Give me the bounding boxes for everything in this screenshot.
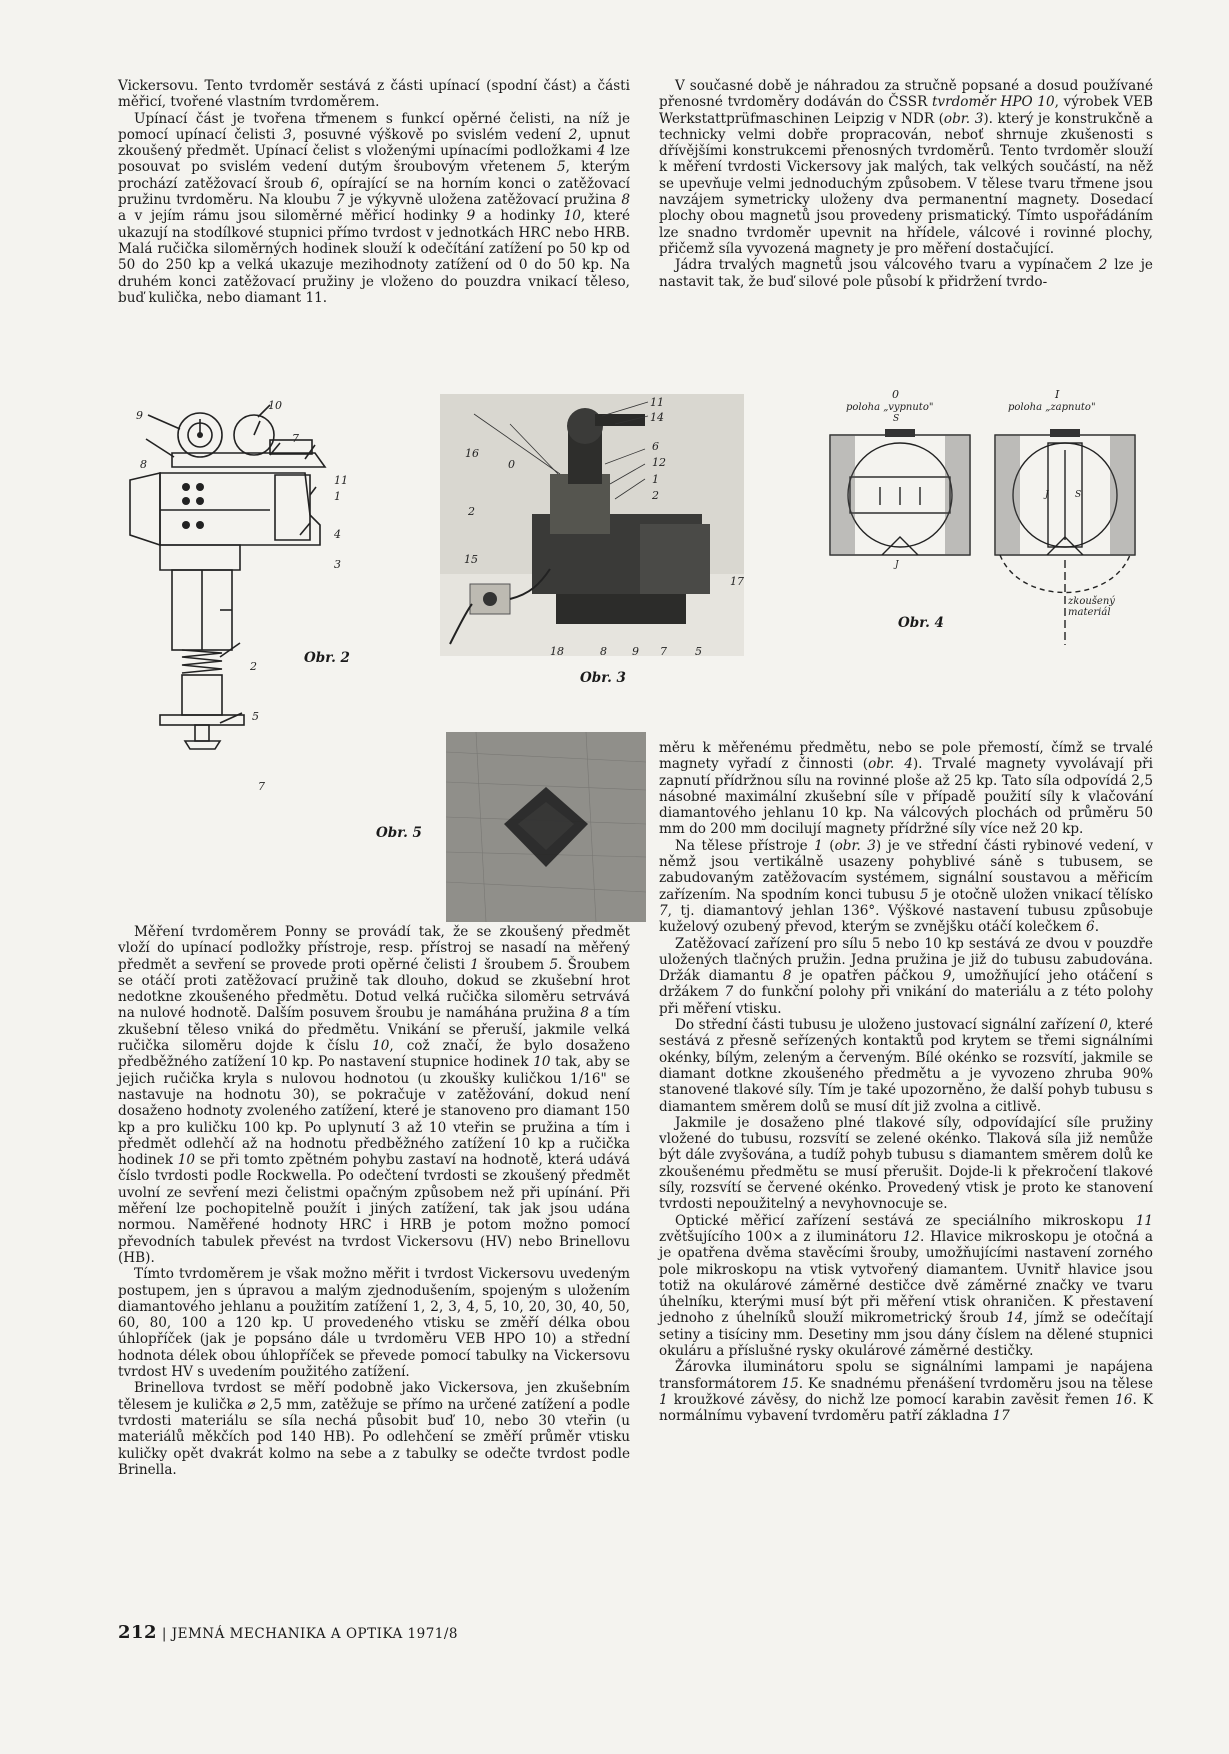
figure-label: 1	[334, 490, 341, 503]
figure-label: 7	[660, 645, 667, 658]
paragraph: Jakmile je dosaženo plné tlakové síly, odpovídající síle pružiny vložené do tubusu, rozsvítí se zelené okénko. Tlaková síla již nemůže být dále zvyšována, a tudíž pohyb tubusu s diamantem směrem dolů ke zkoušenému předmětu se musí přerušit. Dojde-li k překročení tlakové síly, rozsvítí se červené okénko. Provedený vtisk je proto ke stanovení tvrdosti nepoužitelný a nevyhovnocuje se.	[659, 1114, 1153, 1213]
figure-label: 0	[892, 388, 899, 401]
figure-label: 12	[652, 456, 666, 469]
figure-label: I	[1055, 388, 1060, 401]
figure-label: 9	[136, 409, 143, 422]
figure-5-caption: Obr. 5	[376, 825, 422, 841]
figure-label: 8	[140, 458, 147, 471]
column-2-top	[659, 78, 1153, 290]
figure-label: 3	[334, 558, 341, 571]
figure-2-drawing	[120, 395, 380, 815]
figure-label: 17	[730, 575, 744, 588]
paragraph: Optické měřicí zařízení sestává ze speciálního mikroskopu 11 zvětšujícího 100× a z iluminátoru 12. Hlavice mikroskopu je otočná a je opatřena dvěma stavěcími šrouby, umožňujícími nastavení zorného pole mikroskopu na vtisk vytvořený diamantem. Uvnitř hlavice jsou totiž na okulárové záměrné destičce dvě záměrné značky ve tvaru úhelníku, kterými musí být při měření vtisk ohraničen. K přestavení jednoho z úhelníků slouží mikrometrický šroub 14, jímž se odečítají setiny a tisíciny mm. Desetiny mm jsou dány číslem na dělené stupnici okuláru a příslušné rysky okulárové záměrné destičky.	[659, 1212, 1153, 1359]
paragraph: Upínací část je tvořena třmenem s funkcí opěrné čelisti, na níž je pomocí upínací čelisti 3, posuvné výškově po svislém vedení 2, upnut zkoušený předmět. Upínací čelist s vloženými upínacími podložkami 4 lze posouvat po svislém vedení dutým šroubovým vřetenem 5, kterým prochází zatěžovací šroub 6, opírající se na horním konci o zatěžovací pružinu tvrdoměru. Na kloubu 7 je výkyvně uložena zatěžovací pružina 8 a v jejím rámu jsou siloměrné měřicí hodinky 9 a hodinky 10, které ukazují na stodílkové stupnici přímo tvrdost v jednotkách HRC nebo HRB. Malá ručička siloměrných hodinek slouží k odečítání zatížení po 50 kp od 50 do 250 kp a velká ukazuje mezihodnoty zatížení od 0 do 50 kp. Na druhém konci zatěžovací pružiny je vloženo do pouzdra vnikací těleso, buď kulička, nebo diamant 11.	[118, 110, 631, 306]
figure-label: 5	[252, 710, 259, 723]
paragraph: Jádra trvalých magnetů jsou válcového tvaru a vypínačem 2 lze je nastavit tak, že buď silové pole působí k přidržení tvrdo-	[659, 257, 1153, 290]
figure-label: 8	[600, 645, 607, 658]
column-1-bottom	[118, 924, 630, 1478]
figure-label: 1	[652, 473, 659, 486]
figure-label: 14	[650, 411, 664, 424]
figure-4-caption: Obr. 4	[898, 615, 944, 631]
figure-label: 0	[508, 458, 515, 471]
paragraph: Na tělese přístroje 1 (obr. 3) je ve střední části rybinové vedení, v němž jsou vertikálně usazeny pohyblivé sáně s tubusem, se zabudovaným zatěžovacím systémem, signální soustavou a měřicím zařízením. Na spodním konci tubusu 5 je otočně uložen vnikací tělísko 7, tj. diamantový jehlan 136°. Výškové nastavení tubusu způsobuje kuželový ozubený převod, kterým se zvnějšku otáčí kolečkem 6.	[659, 837, 1154, 936]
figure-3-caption: Obr. 3	[580, 670, 626, 686]
paragraph: Žárovka iluminátoru spolu se signálními lampami je napájena transformátorem 15. Ke snadnému přenášení tvrdoměru jsou na tělese 1 kroužkové závěsy, do nichž lze pomocí karabin zavěsit řemen 16. K normálnímu vybavení tvrdoměru patří základna 17	[659, 1359, 1153, 1425]
figure-2-caption: Obr. 2	[304, 650, 350, 666]
figure-label: 11	[650, 396, 664, 409]
figure-label: 2	[652, 489, 659, 502]
figure-label: S	[893, 414, 900, 424]
figure-label: J	[895, 560, 899, 570]
figure-label: 2	[250, 660, 257, 673]
paragraph: V současné době je náhradou za stručně popsané a dosud používané přenosné tvrdoměry dodáván do ČSSR tvrdoměr HPO 10, výrobek VEB Werkstattprüfmaschinen Leipzig v NDR (obr. 3). který je konstrukčně a technicky velmi dobře propracován, neboť shrnuje zkušenosti s dřívějšími konstrukcemi přenosných tvrdoměrů. Tento tvrdoměr slouží k měření tvrdosti Vickersovy jak malých, tak velkých součástí, na něž se upevňuje velmi jednoduchým způsobem. V tělese tvaru třmene jsou navzájem symetricky uloženy dva permanentní magnety. Dosedací plochy obou magnetů jsou provedeny prismatický. Tímto uspořádáním lze snadno tvrdoměr upevnit na hřídele, válcové i rovinné plochy, přičemž síla vyvozená magnety je pro měření dostačující.	[659, 78, 1154, 257]
paragraph: Tímto tvrdoměrem je však možno měřit i tvrdost Vickersovu uvedeným postupem, jen s úpravou a malým zjednodušením, spojeným s uložením diamantového jehlanu a použitím zatížení 1, 2, 3, 4, 5, 10, 20, 30, 40, 50, 60, 80, 100 a 120 kp. U provedeného vtisku se změří délka obou úhlopříček (jak je popsáno dále u tvrdoměru VEB HPO 10) a střední hodnota délek obou úhlopříček se převede pomocí tabulky na Vickersovu tvrdost HV s uvedením použitého zatížení.	[118, 1266, 630, 1381]
paragraph: měru k měřenému předmětu, nebo se pole přemostí, čímž se trvalé magnety vyřadí z činnosti (obr. 4). Trvalé magnety vyvolávají při zapnutí přídržnou sílu na rovinné ploše až 25 kp. Tato síla odpovídá 2,5 násobné maximální zkušební síle v případě použití síly k vlačování diamantového jehlanu 10 kp. Na válcových plochách od průměru 50 mm do 200 mm docilují magnety přídržné síly více než 20 kp.	[659, 740, 1154, 838]
paragraph: Brinellova tvrdost se měří podobně jako Vickersova, jen zkušebním tělesem je kulička ⌀ 2,5 mm, zatěžuje se přímo na určené zatížení a podle tvrdosti materiálu se síla nechá působit buď 10, nebo 30 vteřin (u materiálů měkčích pod 140 HB). Po odlehčení se změří průměr vtisku kuličky opět dvakrát kolmo na sebe a z tabulky se odečte tvrdost podle Brinella.	[118, 1380, 630, 1478]
journal-title: JEMNÁ MECHANIKA A OPTIKA 1971/8	[171, 1626, 459, 1642]
paragraph: Zatěžovací zařízení pro sílu 5 nebo 10 kp sestává ze dvou v pouzdře uložených tlačných pružin. Jedna pružina je již do tubusu zabudována. Držák diamantu 8 je opatřen páčkou 9, umožňující jeho otáčení s držákem 7 do funkční polohy při vnikání do materiálu a z této polohy při měření vtisku.	[659, 935, 1153, 1017]
paragraph: Měření tvrdoměrem Ponny se provádí tak, že se zkoušený předmět vloží do upínací podložky přístroje, resp. přístroj se nasadí na měřený předmět a sevření se provede proti opěrné čelisti 1 šroubem 5. Šroubem se otáčí proti zatěžovací pružině tak dlouho, dokud se zkušební hrot nedotkne zkoušeného předmětu. Dotud velká ručička siloměru setrvává na nulové hodnotě. Dalším posuvem šroubu je namáhána pružina 8 a tím zkušební těleso vniká do předmětu. Vnikání se přeruší, jakmile velká ručička siloměru dojde k číslu 10, což značí, že bylo dosaženo předběžného zatížení 10 kp. Po nastavení stupnice hodinek 10 tak, aby se jejich ručička kryla s nulovou hodnotou (u zkoušky kuličkou 1/16" se nastavuje na hodnotu 30), se pokračuje v zatěžování, dokud není dosaženo hodnoty zvoleného zatížení, které je stanoveno pro diamant 150 kp a pro kuličku 100 kp. Po uplynutí 3 až 10 vteřin se pružina a tím i předmět odlehčí až na hodnotu předběžného zatížení 10 kp a ručička hodinek 10 se při tomto zpětném pohybu zastaví na hodnotě, která udává číslo tvrdosti podle Rockwella. Po odečtení tvrdosti se zkoušený předmět uvolní ze sevření mezi čelistmi opačným způsobem než při upínání. Při měření lze pochopitelně použít i jiných zatížení, tak jak jsou udána normou. Naměřené hodnoty HRC i HRB je potom možno pomocí převodních tabulek převést na tvrdost Vickersovu (HV) nebo Brinellovu (HB).	[118, 924, 630, 1266]
column-1-top	[118, 78, 630, 306]
figure-label: poloha „vypnuto"	[846, 402, 934, 413]
page-number: 212	[118, 1622, 158, 1643]
figure-label: 15	[464, 553, 478, 566]
figure-label: 9	[632, 645, 639, 658]
figure-label: 7	[292, 432, 299, 445]
figure-label: 18	[550, 645, 564, 658]
figure-label: 16	[465, 447, 479, 460]
paragraph: Vickersovu. Tento tvrdoměr sestává z části upínací (spodní část) a části měřicí, tvořené vlastním tvrdoměrem.	[118, 78, 630, 111]
figure-label: poloha „zapnuto"	[1008, 402, 1096, 413]
column-2-bottom	[659, 740, 1153, 1424]
figure-label: J	[1045, 490, 1049, 500]
figure-label: S	[1075, 490, 1082, 500]
figure-5-micrograph	[446, 732, 646, 922]
paragraph: Do střední části tubusu je uloženo justovací signální zařízení 0, které sestává z přesně seřízených kontaktů pod krytem se třemi signálními okénky, bílým, zeleným a červeným. Bílé okénko se rozsvítí, jakmile se diamant dotkne zkoušeného předmětu a je vyvozeno zhruba 90% stanovené tlakové síly. Tím je také upozorněno, že další pohyb tubusu s diamantem směrem dolů se musí dít již zvolna a citlivě.	[659, 1017, 1153, 1115]
figure-label: 6	[652, 440, 659, 453]
figure-label: 10	[268, 399, 282, 412]
figure-label: 5	[695, 645, 702, 658]
figure-label: 4	[334, 528, 341, 541]
page-footer	[118, 1622, 458, 1643]
footer-separator: |	[161, 1626, 172, 1642]
figure-label: zkoušený materiál	[1068, 596, 1115, 618]
figure-label: 11	[334, 474, 348, 487]
figure-label: 7	[258, 780, 265, 793]
figure-label: 2	[468, 505, 475, 518]
figure-3-photo	[440, 394, 744, 656]
